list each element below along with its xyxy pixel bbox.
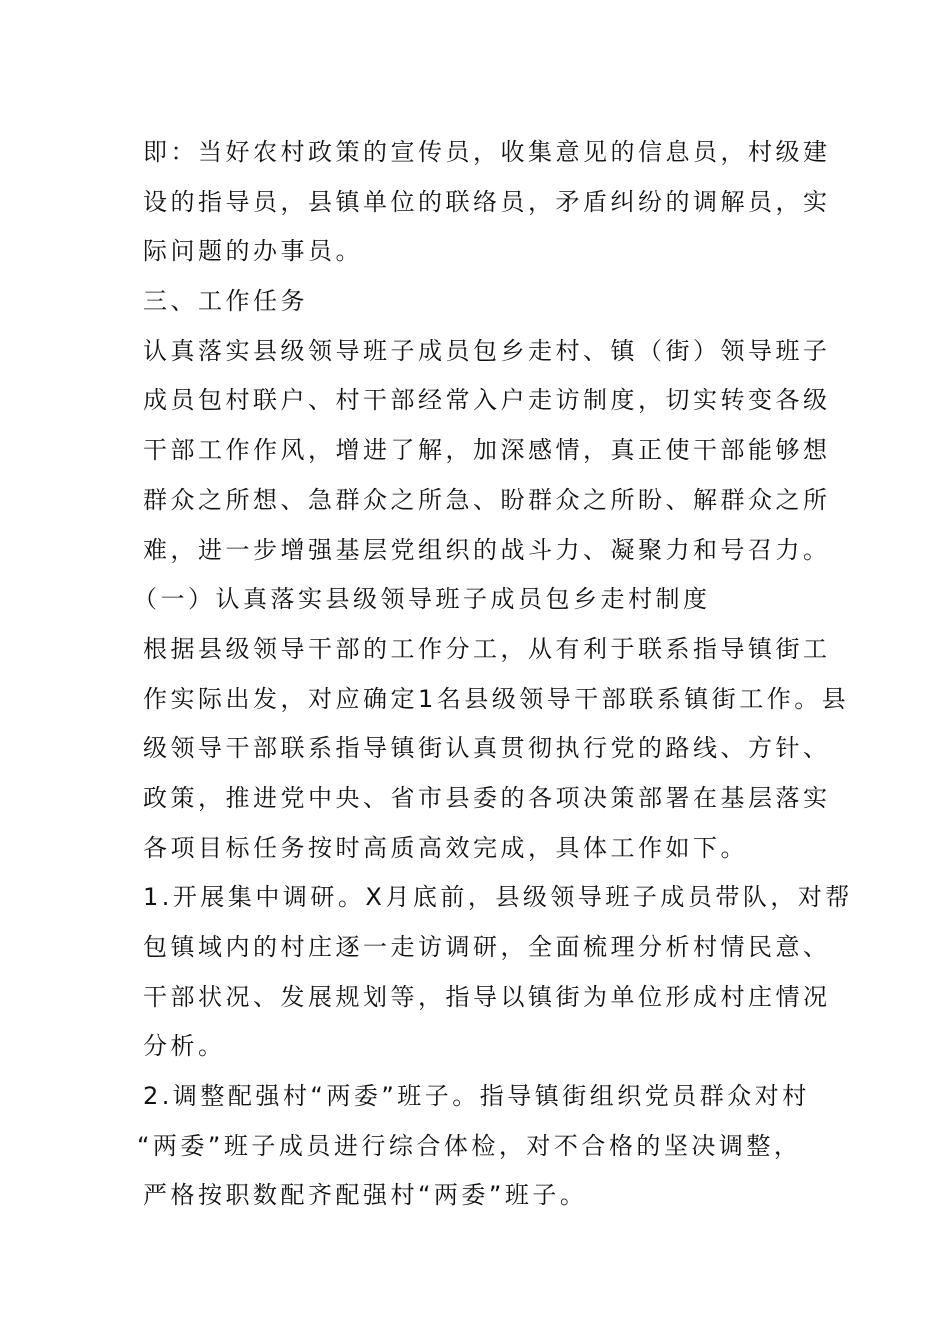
text-line: 各项目标任务按时高质高效完成，具体工作如下。 (143, 833, 748, 862)
text-line: 认真落实县级领导班子成员包乡走村、镇（街）领导班子 (143, 336, 831, 365)
text-line: 际问题的办事员。 (143, 237, 363, 266)
text-line: 2.调整配强村“两委”班子。指导镇街组织党员群众对村 (143, 1082, 810, 1111)
text-line: 作实际出发，对应确定1名县级领导干部联系镇街工作。县 (143, 684, 850, 713)
text-line: 干部状况、发展规划等，指导以镇街为单位形成村庄情况 (143, 982, 831, 1011)
paragraph-county-leaders (143, 625, 850, 873)
text-line: 干部工作作风，增进了解，加深感情，真正使干部能够想 (143, 436, 831, 465)
text-line: 难，进一步增强基层党组织的战斗力、凝聚力和号召力。 (143, 535, 831, 564)
text-line: 分析。 (143, 1032, 226, 1061)
text-line: 严格按职数配齐配强村“两委”班子。 (143, 1181, 588, 1210)
paragraph-tasks (143, 327, 831, 575)
text-line: 设的指导员，县镇单位的联络员，矛盾纠纷的调解员，实 (143, 187, 831, 216)
list-item-1 (143, 873, 853, 1072)
text-line: 级领导干部联系指导镇街认真贯彻执行党的路线、方针、 (143, 734, 831, 763)
text-line: 成员包村联户、村干部经常入户走访制度，切实转变各级 (143, 386, 831, 415)
heading-text: 三、工作任务 (143, 287, 308, 316)
text-line: 政策，推进党中央、省市县委的各项决策部署在基层落实 (143, 783, 831, 812)
list-item-2 (137, 1072, 823, 1221)
text-line: 群众之所想、急群众之所急、盼群众之所盼、解群众之所 (143, 485, 831, 514)
text-line: 包镇域内的村庄逐一走访调研，全面梳理分析村情民意、 (143, 933, 831, 961)
text-line: 根据县级领导干部的工作分工，从有利于联系指导镇街工 (143, 634, 831, 663)
paragraph-roles (143, 128, 831, 277)
heading-text: （一）认真落实县级领导班子成员包乡走村制度 (133, 585, 711, 614)
document-body (133, 128, 853, 1221)
section-heading (143, 277, 823, 327)
subsection-heading (133, 575, 823, 625)
text-line: 即：当好农村政策的宣传员，收集意见的信息员，村级建 (143, 138, 831, 166)
text-line: 1.开展集中调研。X月底前，县级领导班子成员带队，对帮 (143, 883, 853, 912)
text-line: “两委”班子成员进行综合体检，对不合格的坚决调整， (137, 1131, 802, 1160)
